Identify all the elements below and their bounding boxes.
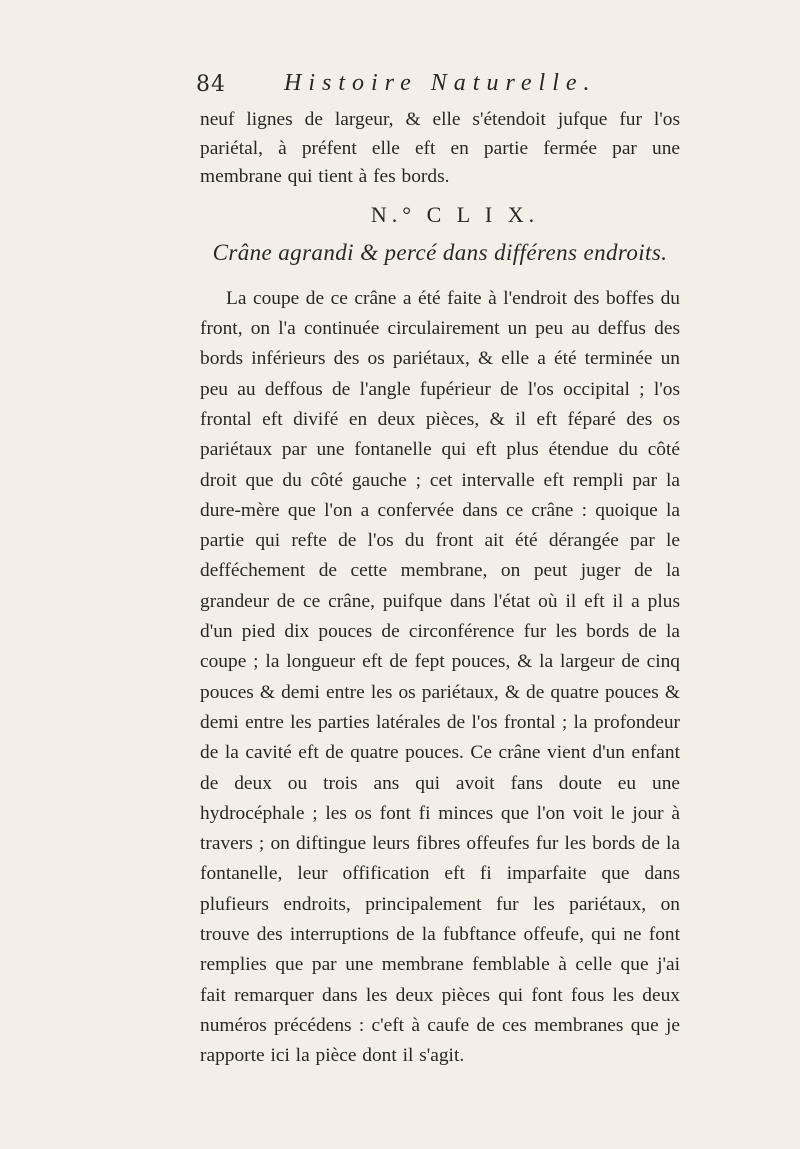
- main-paragraph: La coupe de ce crâne a été faite à l'endroit des boffes du front, on l'a continuée circulairement un peu au deffus des bords inférieurs des os pariétaux, & elle a été terminée un peu au deffous de l'angle fupérieur de l'os occipital ; l'os frontal eft divifé en deux pièces, & il eft féparé des os pariétaux par une fontanelle qui eft plus étendue du côté droit que du côté gauche ; cet intervalle eft rempli par la dure-mère que l'on a confervée dans ce crâne : quoique la partie qui refte de l'os du front ait été dérangée par le defféchement de cette membrane, on peut juger de la grandeur de ce crâne, puifque dans l'état où il eft il a plus d'un pied dix pouces de circonférence fur les bords de la coupe ; la longueur eft de fept pouces, & la largeur de cinq pouces & demi entre les os pariétaux, & de quatre pouces & demi entre les parties latérales de l'os frontal ; la profondeur de la cavité eft de quatre pouces. Ce crâne vient d'un enfant de deux ou trois ans qui avoit fans doute eu une hydrocéphale ; les os font fi minces que l'on voit le jour à travers ; on diftingue leurs fibres offeufes fur les bords de la fontanelle, leur offification eft fi imparfaite que dans plufieurs endroits, principalement fur les pariétaux, on trouve des interruptions de la fubftance offeufe, qui ne font remplies que par une membrane femblable à celle que j'ai fait remarquer dans les deux pièces qui font fous les deux numéros précédens : c'eft à caufe de ces membranes que je rapporte ici la pièce dont il s'agit.: [200, 287, 680, 1067]
- page-number: 84: [196, 72, 226, 97]
- section-title: Crâne agrandi & percé dans différens endroits.: [212, 239, 668, 265]
- running-title: Histoire Naturelle.: [284, 70, 597, 96]
- section-number: N.° C L I X.: [370, 201, 540, 227]
- page-header: [196, 70, 680, 106]
- book-page: [196, 70, 680, 1072]
- continuation-paragraph: neuf lignes de largeur, & elle s'étendoit jufque fur l'os pariétal, à préfent elle eft en partie fermée par une membrane qui tient à fes bords.: [200, 109, 680, 188]
